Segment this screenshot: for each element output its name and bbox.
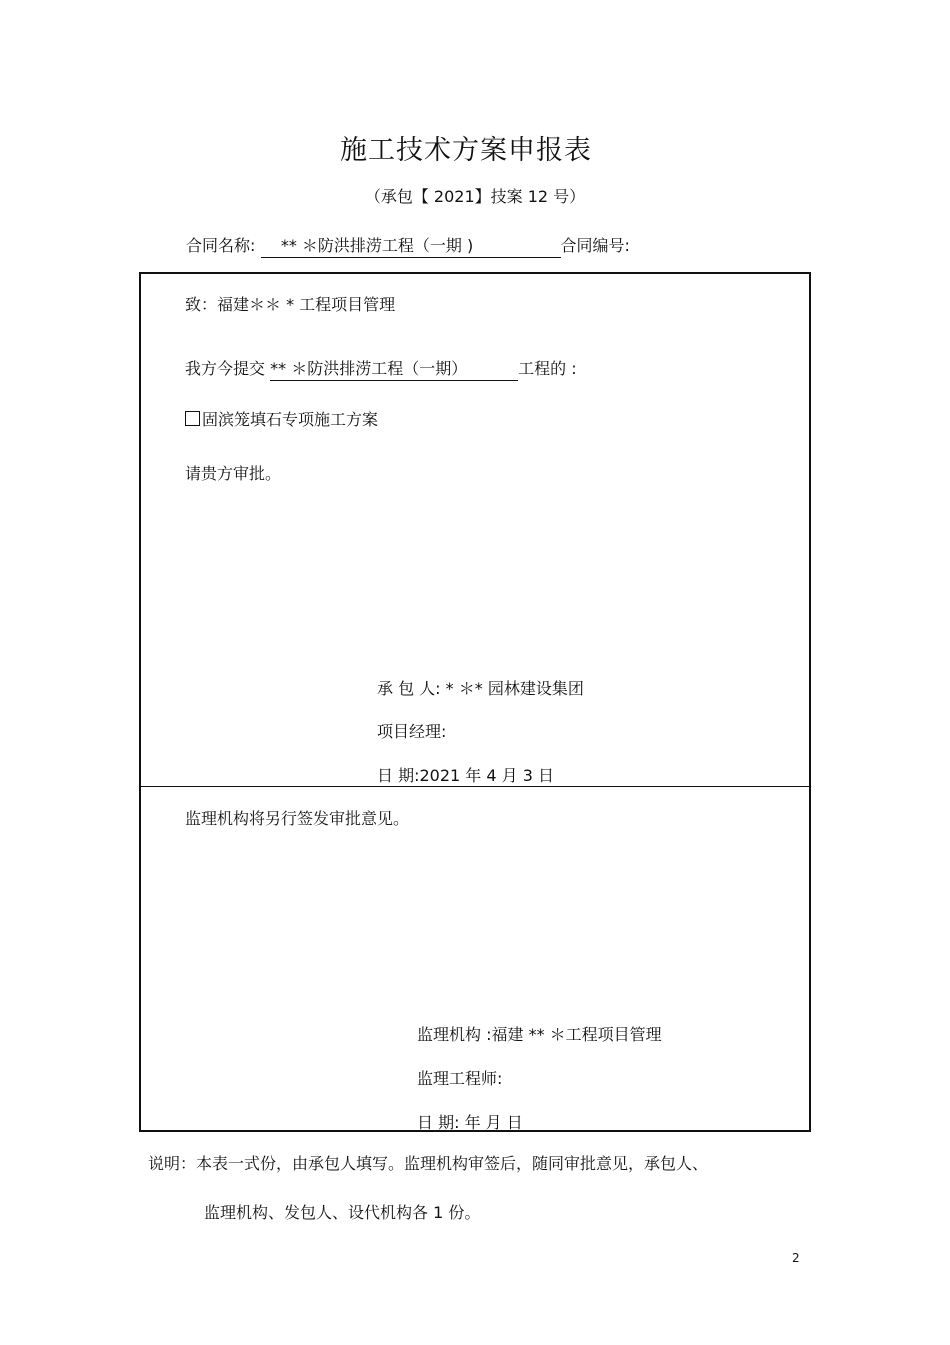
page-number: 2: [792, 1251, 800, 1265]
contractor-value: * ＊* 园林建设集团: [445, 679, 584, 698]
form-table: [139, 272, 811, 1132]
submission-date-row: [377, 763, 554, 786]
contract-name-label: 合同名称:: [186, 236, 256, 255]
submission-project: ** ＊防洪排涝工程（一期）: [270, 356, 518, 381]
notes-line-2: 监理机构、发包人、设代机构各 1 份。: [204, 1203, 481, 1222]
contractor-row: [377, 676, 584, 699]
submission-date-value: 2021 年 4 月 3 日: [419, 766, 554, 785]
supervision-comment: 监理机构将另行签发审批意见。: [185, 809, 410, 828]
submission-suffix: 工程的 :: [518, 359, 577, 378]
section-divider: [141, 786, 809, 787]
page-title: 施工技术方案申报表: [340, 135, 592, 166]
contract-info-row: [186, 233, 630, 258]
checkbox[interactable]: [185, 411, 200, 426]
supervision-org-row: [417, 1022, 662, 1045]
project-manager-label: 项目经理:: [377, 722, 447, 741]
approval-request: 请贵方审批。: [185, 464, 282, 483]
supervision-org-value: 福建 ** ＊工程项目管理: [491, 1025, 662, 1044]
supervision-engineer-label: 监理工程师:: [417, 1069, 503, 1088]
contractor-label: 承 包 人:: [377, 679, 441, 698]
submission-item-label: 固滨笼填石专项施工方案: [202, 410, 379, 429]
recipient-line: 致：福建＊＊ * 工程项目管理: [185, 295, 396, 314]
notes-line-1: 说明：本表一式份，由承包人填写。监理机构审签后，随同审批意见，承包人、: [148, 1154, 709, 1173]
supervision-date-row: 日 期: 年 月 日: [417, 1113, 523, 1132]
submission-line: [185, 356, 577, 381]
document-number: （承包【 2021】技案 12 号）: [364, 187, 586, 206]
contract-number-label: 合同编号:: [560, 236, 630, 255]
submission-item: [185, 407, 378, 430]
submission-date-label: 日 期:: [377, 766, 420, 785]
submission-prefix: 我方今提交: [185, 359, 266, 378]
supervision-org-label: 监理机构 :: [417, 1025, 492, 1044]
contract-name-value: ** ＊防洪排涝工程（一期 ): [261, 233, 561, 258]
